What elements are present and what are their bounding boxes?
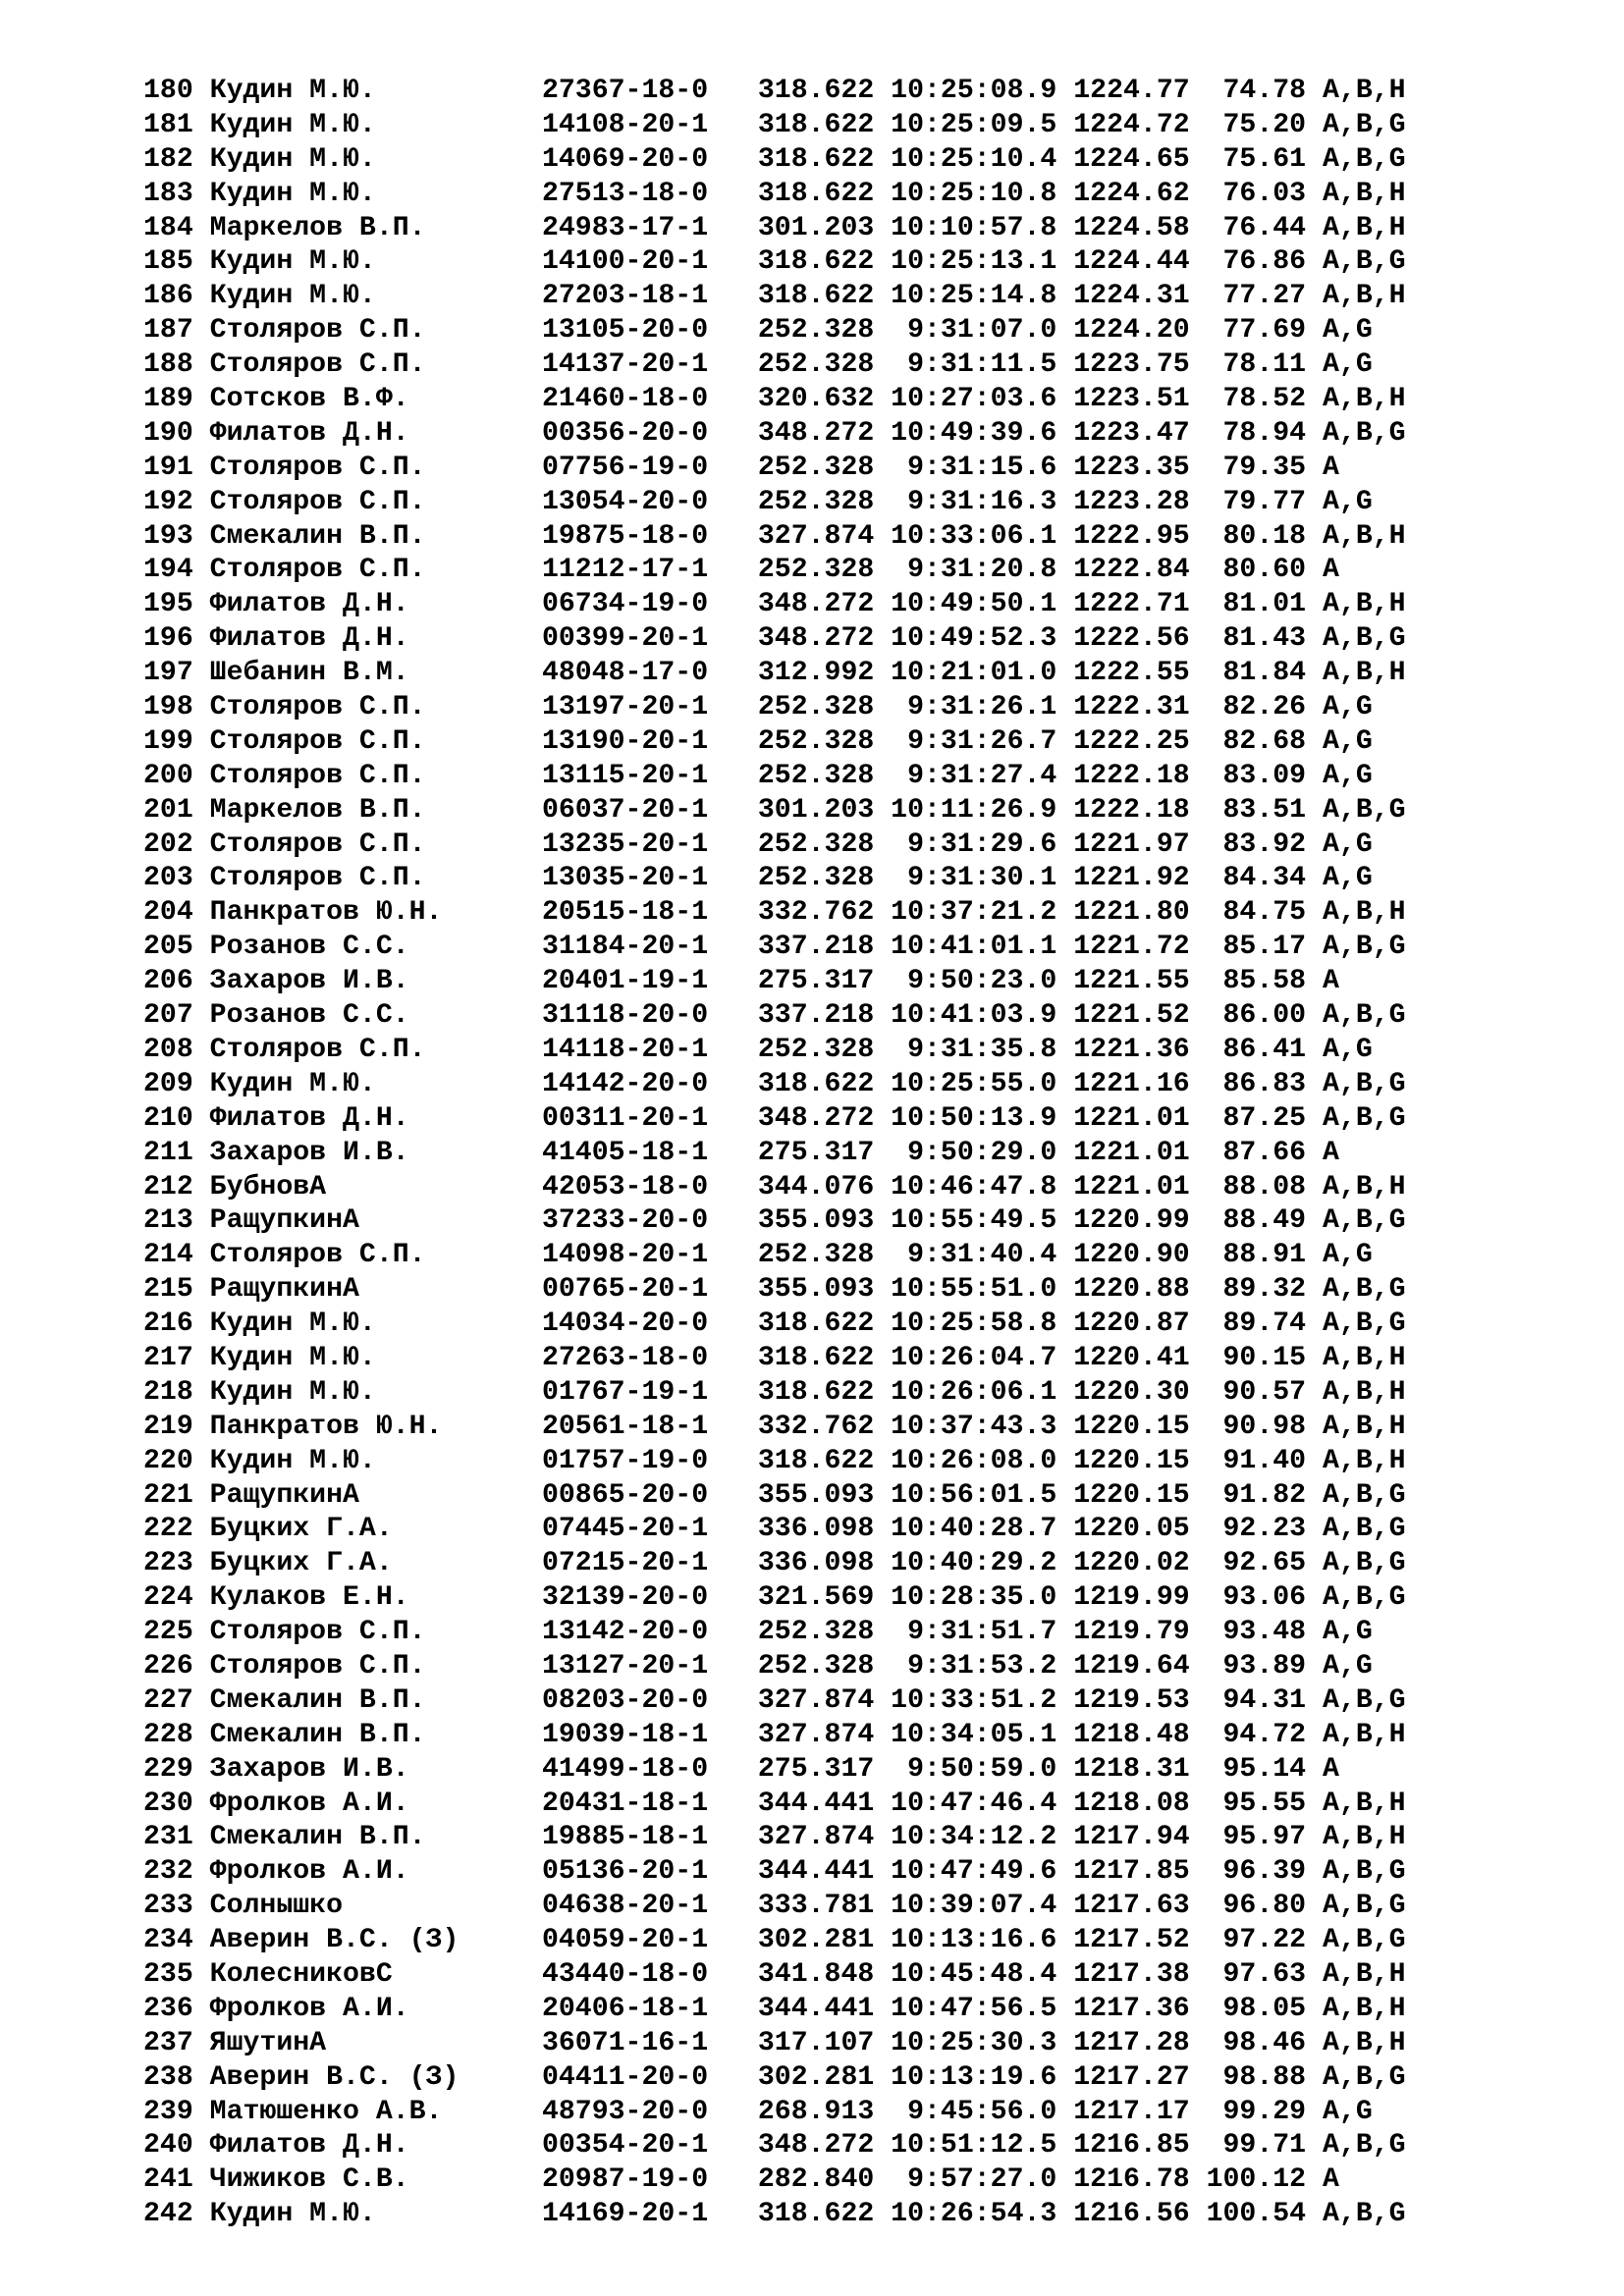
result-row: 213 РащупкинА 37233-20-0 355.093 10:55:49.5 1220.99 88.49 A,B,G: [143, 1205, 1406, 1237]
result-row: 236 Фролков А.И. 20406-18-1 344.441 10:47:56.5 1217.36 98.05 A,B,H: [143, 1993, 1406, 2024]
result-row: 182 Кудин М.Ю. 14069-20-0 318.622 10:25:10.4 1224.65 75.61 A,B,G: [143, 143, 1406, 175]
result-row: 234 Аверин В.С. (З) 04059-20-1 302.281 10:13:16.6 1217.52 97.22 A,B,G: [143, 1925, 1406, 1956]
result-row: 233 Солнышко 04638-20-1 333.781 10:39:07.4 1217.63 96.80 A,B,G: [143, 1891, 1406, 1922]
result-row: 221 РащупкинА 00865-20-0 355.093 10:56:01.5 1220.15 91.82 A,B,G: [143, 1479, 1406, 1511]
result-row: 232 Фролков А.И. 05136-20-1 344.441 10:47:49.6 1217.85 96.39 A,B,G: [143, 1856, 1406, 1888]
result-row: 209 Кудин М.Ю. 14142-20-0 318.622 10:25:55.0 1221.16 86.83 A,B,G: [143, 1068, 1406, 1099]
result-row: 202 Столяров С.П. 13235-20-1 252.328 9:31:29.6 1221.97 83.92 A,G: [143, 828, 1373, 860]
result-row: 192 Столяров С.П. 13054-20-0 252.328 9:31:16.3 1223.28 79.77 A,G: [143, 486, 1373, 517]
result-row: 195 Филатов Д.Н. 06734-19-0 348.272 10:49:50.1 1222.71 81.01 A,B,H: [143, 589, 1406, 620]
result-row: 231 Смекалин В.П. 19885-18-1 327.874 10:34:12.2 1217.94 95.97 A,B,H: [143, 1822, 1406, 1853]
result-row: 220 Кудин М.Ю. 01757-19-0 318.622 10:26:08.0 1220.15 91.40 A,B,H: [143, 1445, 1406, 1476]
result-row: 226 Столяров С.П. 13127-20-1 252.328 9:31:53.2 1219.64 93.89 A,G: [143, 1650, 1373, 1682]
result-row: 189 Сотсков В.Ф. 21460-18-0 320.632 10:27:03.6 1223.51 78.52 A,B,H: [143, 384, 1406, 415]
result-row: 222 Буцких Г.А. 07445-20-1 336.098 10:40:28.7 1220.05 92.23 A,B,G: [143, 1514, 1406, 1545]
result-row: 239 Матюшенко А.В. 48793-20-0 268.913 9:45:56.0 1217.17 99.29 A,G: [143, 2096, 1373, 2127]
result-row: 186 Кудин М.Ю. 27203-18-1 318.622 10:25:14.8 1224.31 77.27 A,B,H: [143, 281, 1406, 312]
result-row: 225 Столяров С.П. 13142-20-0 252.328 9:31:51.7 1219.79 93.48 A,G: [143, 1617, 1373, 1648]
result-row: 203 Столяров С.П. 13035-20-1 252.328 9:31:30.1 1221.92 84.34 A,G: [143, 863, 1373, 894]
result-row: 216 Кудин М.Ю. 14034-20-0 318.622 10:25:58.8 1220.87 89.74 A,B,G: [143, 1308, 1406, 1340]
result-row: 188 Столяров С.П. 14137-20-1 252.328 9:31:11.5 1223.75 78.11 A,G: [143, 349, 1373, 381]
result-row: 194 Столяров С.П. 11212-17-1 252.328 9:31:20.8 1222.84 80.60 A: [143, 555, 1339, 586]
result-row: 180 Кудин М.Ю. 27367-18-0 318.622 10:25:08.9 1224.77 74.78 A,B,H: [143, 76, 1406, 106]
result-row: 210 Филатов Д.Н. 00311-20-1 348.272 10:50:13.9 1221.01 87.25 A,B,G: [143, 1102, 1406, 1134]
result-row: 224 Кулаков Е.Н. 32139-20-0 321.569 10:28:35.0 1219.99 93.06 A,B,G: [143, 1582, 1406, 1614]
result-row: 201 Маркелов В.П. 06037-20-1 301.203 10:11:26.9 1222.18 83.51 A,B,G: [143, 794, 1406, 826]
result-row: 181 Кудин М.Ю. 14108-20-1 318.622 10:25:09.5 1224.72 75.20 A,B,G: [143, 109, 1406, 140]
result-row: 207 Розанов С.С. 31118-20-0 337.218 10:41:03.9 1221.52 86.00 A,B,G: [143, 1000, 1406, 1032]
result-row: 185 Кудин М.Ю. 14100-20-1 318.622 10:25:13.1 1224.44 76.86 A,B,G: [143, 246, 1406, 278]
result-row: 211 Захаров И.В. 41405-18-1 275.317 9:50:29.0 1221.01 87.66 A: [143, 1137, 1339, 1168]
result-row: 241 Чижиков С.В. 20987-19-0 282.840 9:57:27.0 1216.78 100.12 A: [143, 2164, 1339, 2196]
result-row: 187 Столяров С.П. 13105-20-0 252.328 9:31:07.0 1224.20 77.69 A,G: [143, 315, 1373, 347]
result-row: 217 Кудин М.Ю. 27263-18-0 318.622 10:26:04.7 1220.41 90.15 A,B,H: [143, 1342, 1406, 1373]
result-row: 228 Смекалин В.П. 19039-18-1 327.874 10:34:05.1 1218.48 94.72 A,B,H: [143, 1719, 1406, 1750]
result-row: 191 Столяров С.П. 07756-19-0 252.328 9:31:15.6 1223.35 79.35 A: [143, 452, 1339, 483]
result-row: 219 Панкратов Ю.Н. 20561-18-1 332.762 10:37:43.3 1220.15 90.98 A,B,H: [143, 1411, 1406, 1442]
result-row: 198 Столяров С.П. 13197-20-1 252.328 9:31:26.1 1222.31 82.26 A,G: [143, 692, 1373, 723]
result-row: 183 Кудин М.Ю. 27513-18-0 318.622 10:25:10.8 1224.62 76.03 A,B,H: [143, 178, 1406, 209]
result-row: 205 Розанов С.С. 31184-20-1 337.218 10:41:01.1 1221.72 85.17 A,B,G: [143, 932, 1406, 963]
result-row: 190 Филатов Д.Н. 00356-20-0 348.272 10:49:39.6 1223.47 78.94 A,B,G: [143, 417, 1406, 449]
results-list: [143, 75, 1406, 2232]
result-row: 214 Столяров С.П. 14098-20-1 252.328 9:31:40.4 1220.90 88.91 A,G: [143, 1240, 1373, 1271]
result-row: 184 Маркелов В.П. 24983-17-1 301.203 10:10:57.8 1224.58 76.44 A,B,H: [143, 212, 1406, 243]
result-row: 242 Кудин М.Ю. 14169-20-1 318.622 10:26:54.3 1216.56 100.54 A,B,G: [143, 2199, 1406, 2230]
result-row: 206 Захаров И.В. 20401-19-1 275.317 9:50:23.0 1221.55 85.58 A: [143, 966, 1339, 997]
result-row: 208 Столяров С.П. 14118-20-1 252.328 9:31:35.8 1221.36 86.41 A,G: [143, 1034, 1373, 1065]
result-row: 215 РащупкинА 00765-20-1 355.093 10:55:51.0 1220.88 89.32 A,B,G: [143, 1274, 1406, 1306]
result-row: 196 Филатов Д.Н. 00399-20-1 348.272 10:49:52.3 1222.56 81.43 A,B,G: [143, 623, 1406, 655]
result-row: 229 Захаров И.В. 41499-18-0 275.317 9:50:59.0 1218.31 95.14 A: [143, 1753, 1339, 1785]
result-row: 237 ЯшутинА 36071-16-1 317.107 10:25:30.3 1217.28 98.46 A,B,H: [143, 2027, 1406, 2058]
result-row: 235 КолесниковС 43440-18-0 341.848 10:45:48.4 1217.38 97.63 A,B,H: [143, 1958, 1406, 1990]
result-row: 227 Смекалин В.П. 08203-20-0 327.874 10:33:51.2 1219.53 94.31 A,B,G: [143, 1684, 1406, 1716]
result-row: 230 Фролков А.И. 20431-18-1 344.441 10:47:46.4 1218.08 95.55 A,B,H: [143, 1788, 1406, 1819]
result-row: 223 Буцких Г.А. 07215-20-1 336.098 10:40:29.2 1220.02 92.65 A,B,G: [143, 1548, 1406, 1579]
result-row: 200 Столяров С.П. 13115-20-1 252.328 9:31:27.4 1222.18 83.09 A,G: [143, 760, 1373, 791]
result-row: 204 Панкратов Ю.Н. 20515-18-1 332.762 10:37:21.2 1221.80 84.75 A,B,H: [143, 897, 1406, 929]
result-row: 193 Смекалин В.П. 19875-18-0 327.874 10:33:06.1 1222.95 80.18 A,B,H: [143, 520, 1406, 552]
result-row: 197 Шебанин В.М. 48048-17-0 312.992 10:21:01.0 1222.55 81.84 A,B,H: [143, 658, 1406, 689]
result-row: 218 Кудин М.Ю. 01767-19-1 318.622 10:26:06.1 1220.30 90.57 A,B,H: [143, 1376, 1406, 1408]
result-row: 240 Филатов Д.Н. 00354-20-1 348.272 10:51:12.5 1216.85 99.71 A,B,G: [143, 2130, 1406, 2162]
result-row: 238 Аверин В.С. (З) 04411-20-0 302.281 10:13:19.6 1217.27 98.88 A,B,G: [143, 2061, 1406, 2093]
result-row: 212 БубновА 42053-18-0 344.076 10:46:47.8 1221.01 88.08 A,B,H: [143, 1171, 1406, 1202]
result-row: 199 Столяров С.П. 13190-20-1 252.328 9:31:26.7 1222.25 82.68 A,G: [143, 725, 1373, 757]
